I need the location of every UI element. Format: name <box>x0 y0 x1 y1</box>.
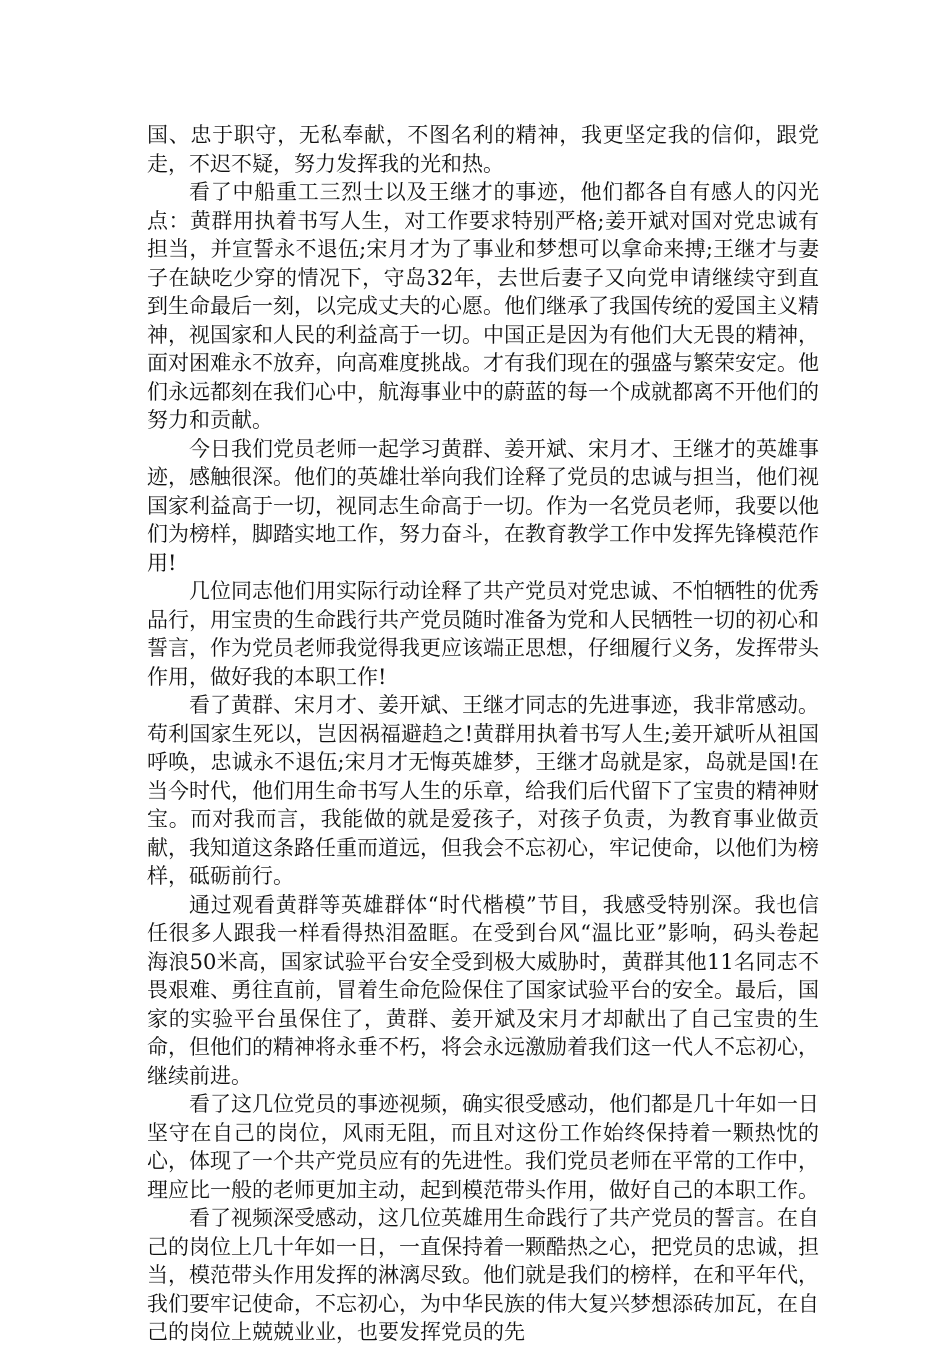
paragraph: 看了视频深受感动，这几位英雄用生命践行了共产党员的誓言。在自己的岗位上几十年如一日，一直保持着一颗酷热之心，把党员的忠诚，担当，模范带头作用发挥的淋漓尽致。他们就是我们的榜样，在和平年代，我们要牢记使命，不忘初心，为中华民族的伟大复兴梦想添砖加瓦，在自己的岗位上兢兢业业，也要发挥党员的先 <box>147 1206 819 1344</box>
paragraph: 几位同志他们用实际行动诠释了共产党员对党忠诚、不怕牺牲的优秀品行，用宝贵的生命践行共产党员随时准备为党和人民牺牲一切的初心和誓言，作为党员老师我觉得我更应该端正思想，仔细履行义务，发挥带头作用，做好我的本职工作! <box>147 579 819 689</box>
paragraph: 看了中船重工三烈士以及王继才的事迹，他们都各自有感人的闪光点：黄群用执着书写人生，对工作要求特别严格;姜开斌对国对党忠诚有担当，并宣誓永不退伍;宋月才为了事业和梦想可以拿命来搏;王继才与妻子在缺吃少穿的情况下，守岛32年，去世后妻子又向党申请继续守到直到生命最后一刻，以完成丈夫的心愿。他们继承了我国传统的爱国主义精神，视国家和人民的利益高于一切。中国正是因为有他们大无畏的精神，面对困难永不放弃，向高难度挑战。才有我们现在的强盛与繁荣安定。他们永远都刻在我们心中，航海事业中的蔚蓝的每一个成就都离不开他们的努力和贡献。 <box>147 180 819 432</box>
paragraph: 今日我们党员老师一起学习黄群、姜开斌、宋月才、王继才的英雄事迹，感触很深。他们的英雄壮举向我们诠释了党员的忠诚与担当，他们视国家利益高于一切，视同志生命高于一切。作为一名党员老师，我要以他们为榜样，脚踏实地工作，努力奋斗，在教育教学工作中发挥先锋模范作用! <box>147 436 819 575</box>
document-body <box>147 121 819 1347</box>
paragraph: 看了这几位党员的事迹视频，确实很受感动，他们都是几十年如一日坚守在自己的岗位，风雨无阻，而且对这份工作始终保持着一颗热忱的心，体现了一个共产党员应有的先进性。我们党员老师在平常的工作中，理应比一般的老师更加主动，起到模范带头作用，做好自己的本职工作。 <box>147 1092 819 1202</box>
paragraph: 看了黄群、宋月才、姜开斌、王继才同志的先进事迹，我非常感动。苟利国家生死以，岂因祸福避趋之!黄群用执着书写人生;姜开斌听从祖国呼唤，忠诚永不退伍;宋月才无悔英雄梦，王继才岛就是家，岛就是国!在当今时代，他们用生命书写人生的乐章，给我们后代留下了宝贵的精神财宝。而对我而言，我能做的就是爱孩子，对孩子负责，为教育事业做贡献，我知道这条路任重而道远，但我会不忘初心，牢记使命，以他们为榜样，砥砺前行。 <box>147 693 819 888</box>
paragraph: 通过观看黄群等英雄群体“时代楷模”节目，我感受特别深。我也信任很多人跟我一样看得热泪盈眶。在受到台风“温比亚”影响，码头卷起海浪50米高，国家试验平台安全受到极大威胁时，黄群其他11名同志不畏艰难、勇往直前，冒着生命危险保住了国家试验平台的安全。最后，国家的实验平台虽保住了，黄群、姜开斌及宋月才却献出了自己宝贵的生命，但他们的精神将永垂不朽，将会永远激励着我们这一代人不忘初心，继续前进。 <box>147 892 819 1088</box>
paragraph-continued: 国、忠于职守，无私奉献，不图名利的精神，我更坚定我的信仰，跟党走，不迟不疑，努力发挥我的光和热。 <box>147 123 819 176</box>
